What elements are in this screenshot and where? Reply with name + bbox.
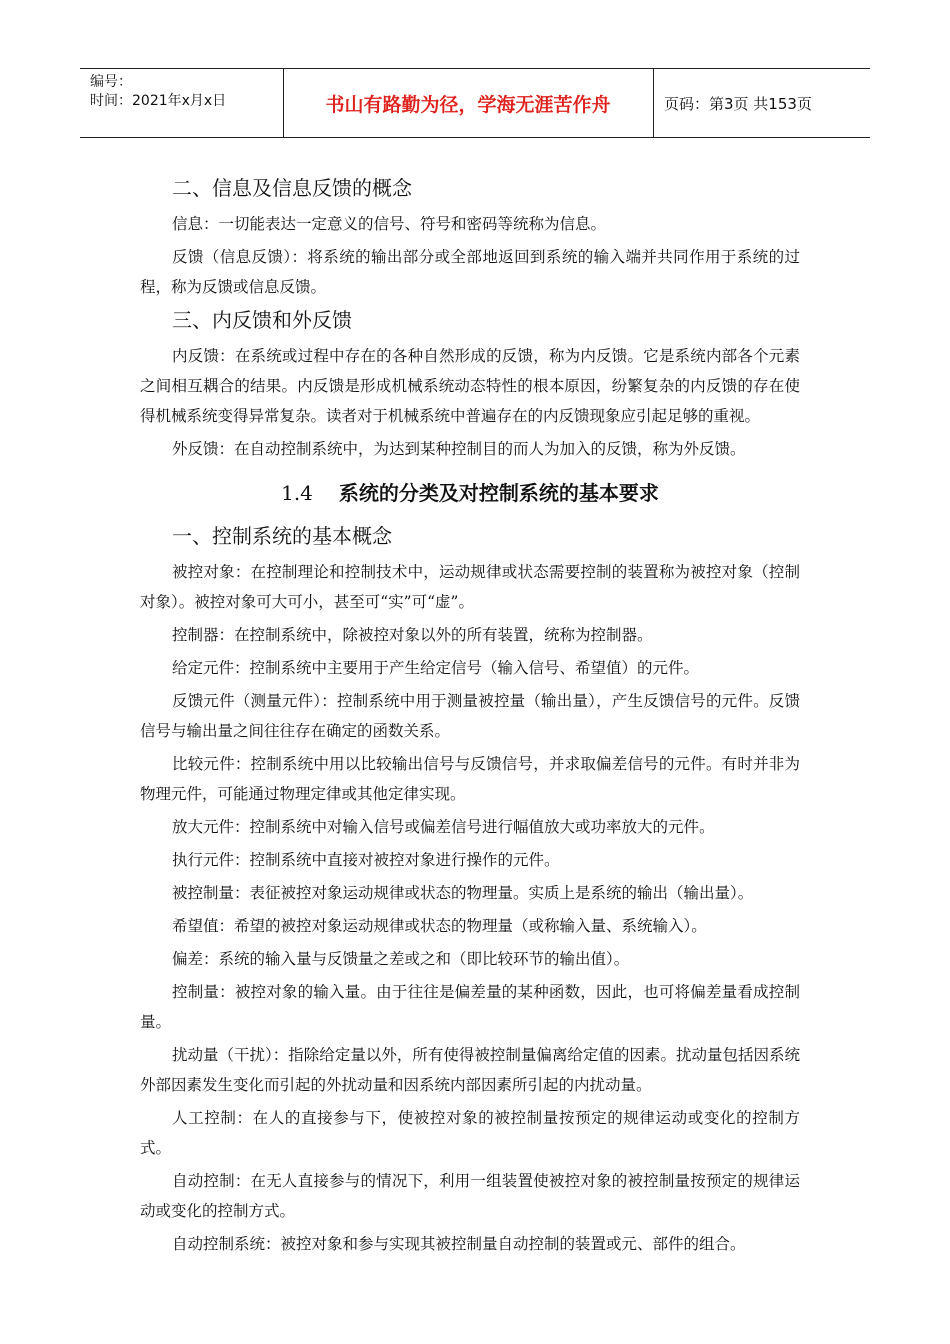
- paragraph: 内反馈：在系统或过程中存在的各种自然形成的反馈，称为内反馈。它是系统内部各个元素之间相互耦合的结果。内反馈是形成机械系统动态特性的根本原因，纷繁复杂的内反馈的存在使得机械系统变得异常复杂。读者对于机械系统中普遍存在的内反馈现象应引起足够的重视。: [140, 347, 800, 425]
- paragraph: 被控制量：表征被控对象运动规律或状态的物理量。实质上是系统的输出（输出量）。: [172, 884, 754, 902]
- paragraph: 自动控制系统：被控对象和参与实现其被控制量自动控制的装置或元、部件的组合。: [172, 1235, 746, 1253]
- chapter-title: 系统的分类及对控制系统的基本要求: [338, 481, 659, 505]
- code-label: 编号：: [90, 74, 132, 90]
- chapter-heading: [140, 478, 800, 508]
- paragraph: 信息：一切能表达一定意义的信号、符号和密码等统称为信息。: [172, 215, 607, 233]
- time-label: 时间：2021年x月x日: [90, 93, 227, 109]
- paragraph: 偏差：系统的输入量与反馈量之差或之和（即比较环节的输出值）。: [172, 950, 630, 968]
- section-heading-feedback: 三、内反馈和外反馈: [172, 308, 352, 332]
- paragraph: 放大元件：控制系统中对输入信号或偏差信号进行幅值放大或功率放大的元件。: [172, 818, 715, 836]
- paragraph: 控制器：在控制系统中，除被控对象以外的所有装置，统称为控制器。: [172, 626, 653, 644]
- section-heading-info: 二、信息及信息反馈的概念: [172, 176, 412, 200]
- chapter-number: 1.4: [281, 481, 313, 505]
- paragraph: 扰动量（干扰）：指除给定量以外，所有使得被控制量偏离给定值的因素。扰动量包括因系统外部因素发生变化而引起的外扰动量和因系统内部因素所引起的内扰动量。: [140, 1046, 800, 1094]
- page-number: 页码：第3页 共153页: [664, 94, 812, 113]
- header-meta: [90, 73, 280, 111]
- paragraph: 反馈（信息反馈）：将系统的输出部分或全部地返回到系统的输入端并共同作用于系统的过程，称为反馈或信息反馈。: [140, 248, 800, 296]
- paragraph: 控制量：被控对象的输入量。由于往往是偏差量的某种函数，因此，也可将偏差量看成控制量。: [140, 983, 800, 1031]
- document-body: [140, 170, 800, 1262]
- page-header: [80, 68, 870, 138]
- paragraph: 反馈元件（测量元件）：控制系统中用于测量被控量（输出量），产生反馈信号的元件。反馈信号与输出量之间往往存在确定的函数关系。: [140, 692, 800, 740]
- header-motto: 书山有路勤为径，学海无涯苦作舟: [325, 93, 611, 116]
- paragraph: 自动控制：在无人直接参与的情况下，利用一组装置使被控对象的被控制量按预定的规律运动或变化的控制方式。: [140, 1172, 800, 1220]
- paragraph: 比较元件：控制系统中用以比较输出信号与反馈信号，并求取偏差信号的元件。有时并非为物理元件，可能通过物理定律或其他定律实现。: [140, 755, 800, 803]
- paragraph: 外反馈：在自动控制系统中，为达到某种控制目的而人为加入的反馈，称为外反馈。: [172, 440, 746, 458]
- paragraph: 人工控制：在人的直接参与下，使被控对象的被控制量按预定的规律运动或变化的控制方式。: [140, 1109, 800, 1157]
- header-divider: [653, 69, 654, 137]
- paragraph: 给定元件：控制系统中主要用于产生给定信号（输入信号、希望值）的元件。: [172, 659, 700, 677]
- paragraph: 被控对象：在控制理论和控制技术中，运动规律或状态需要控制的装置称为被控对象（控制对象）。被控对象可大可小，甚至可“实”可“虚”。: [140, 563, 800, 611]
- section-heading-basic: 一、控制系统的基本概念: [172, 524, 392, 548]
- paragraph: 执行元件：控制系统中直接对被控对象进行操作的元件。: [172, 851, 560, 869]
- paragraph: 希望值：希望的被控对象运动规律或状态的物理量（或称输入量、系统输入）。: [172, 917, 707, 935]
